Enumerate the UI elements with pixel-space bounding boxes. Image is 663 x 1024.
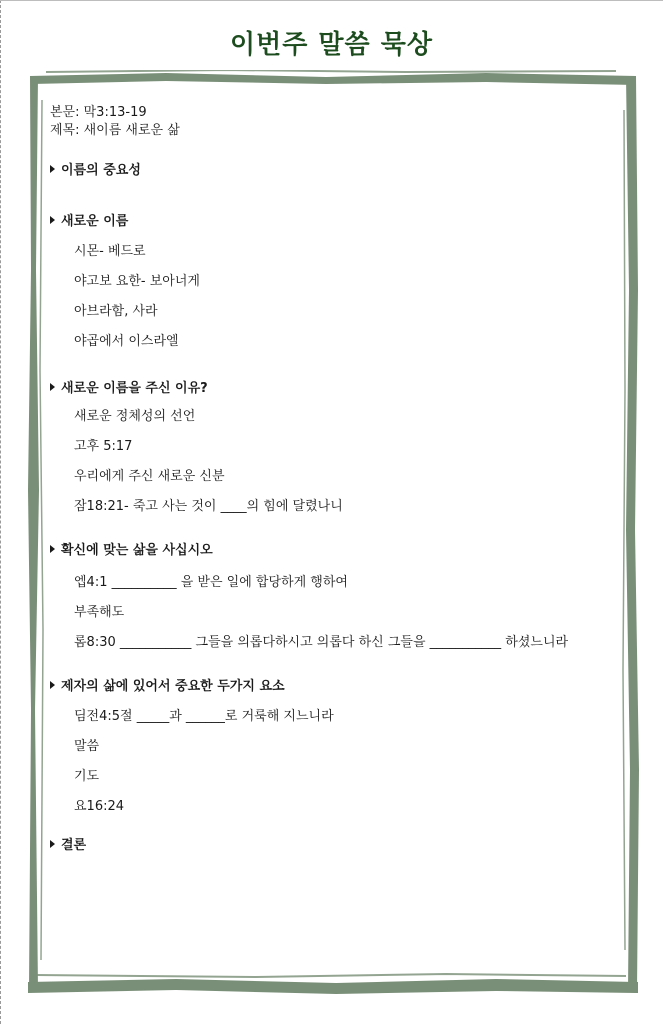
list-item: 야고보 요한- 보아너게 [74, 274, 200, 289]
section-heading: 제자의 삶에 있어서 중요한 두가지 요소 [50, 678, 285, 696]
triangle-bullet-icon [50, 840, 55, 848]
list-item: 새로운 정체성의 선언 [74, 409, 196, 424]
page-title: 이번주 말씀 묵상 [230, 30, 433, 60]
list-item: 잠18:21- 죽고 사는 것이 ____의 힘에 달렸나니 [74, 499, 343, 514]
section-heading: 이름의 중요성 [50, 162, 141, 180]
list-item: 야곱에서 이스라엘 [74, 334, 179, 349]
triangle-bullet-icon [50, 216, 55, 224]
triangle-bullet-icon [50, 545, 55, 553]
list-item: 아브라함, 사라 [74, 304, 158, 319]
list-item: 롬8:30 ___________ 그들을 의롭다하시고 의롭다 하신 그들을 ___________ 하셨느니라 [74, 635, 569, 650]
section-heading: 새로운 이름을 주신 이유? [50, 380, 208, 398]
triangle-bullet-icon [50, 165, 55, 173]
list-item: 우리에게 주신 새로운 신분 [74, 469, 225, 484]
list-item: 딤전4:5절 _____과 ______로 거룩해 지느니라 [74, 709, 334, 724]
list-item: 요16:24 [74, 799, 125, 814]
list-item: 말씀 [74, 739, 100, 754]
section-heading: 새로운 이름 [50, 213, 128, 231]
section-heading: 결론 [50, 837, 86, 855]
list-item: 엡4:1 __________ 을 받은 일에 합당하게 행하여 [74, 575, 348, 590]
subject-line: 제목: 새이름 새로운 삶 [50, 123, 180, 138]
section-heading: 확신에 맞는 삶을 사십시오 [50, 542, 213, 560]
list-item: 시몬- 베드로 [74, 244, 146, 259]
page-edge [0, 0, 1, 1024]
list-item: 기도 [74, 769, 100, 784]
brush-frame [26, 70, 640, 995]
list-item: 고후 5:17 [74, 439, 133, 454]
page-top-edge [0, 0, 663, 1]
passage-line: 본문: 막3:13-19 [50, 105, 147, 120]
triangle-bullet-icon [50, 383, 55, 391]
list-item: 부족해도 [74, 605, 125, 620]
triangle-bullet-icon [50, 681, 55, 689]
